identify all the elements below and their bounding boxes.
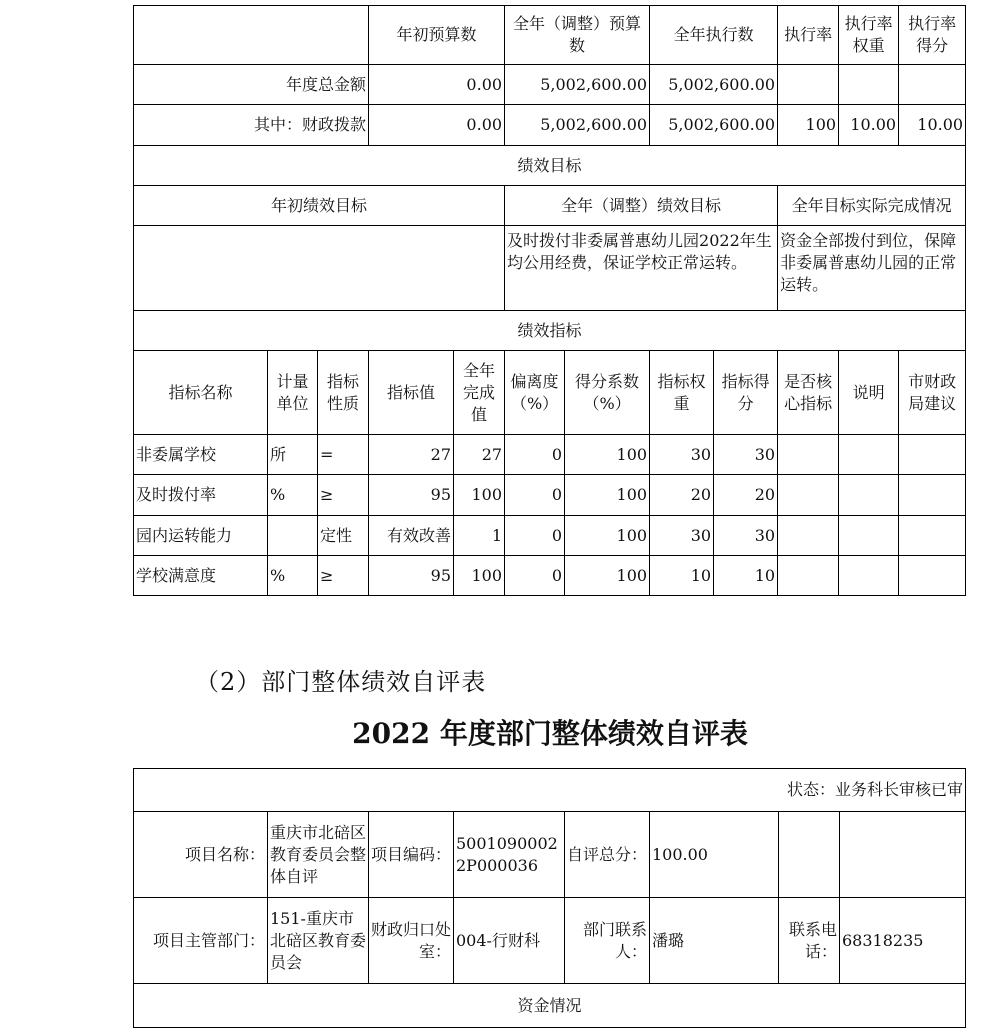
project-code-label: 项目编码： xyxy=(369,812,454,898)
ind-core xyxy=(778,435,839,475)
ind-weight: 20 xyxy=(650,475,714,516)
empty-cell xyxy=(840,812,966,898)
document-title: 2022 年度部门整体绩效自评表 xyxy=(352,717,748,750)
header-executed: 全年执行数 xyxy=(650,6,778,65)
ind-weight: 10 xyxy=(650,556,714,596)
cell-weight xyxy=(839,65,899,105)
ind-unit: % xyxy=(268,556,318,596)
self-score-label: 自评总分： xyxy=(565,812,650,898)
ind-score: 20 xyxy=(714,475,778,516)
ind-core xyxy=(778,556,839,596)
ind-nature: 定性 xyxy=(318,516,369,556)
ind-score: 30 xyxy=(714,435,778,475)
ind-coef: 100 xyxy=(565,556,650,596)
ind-header-unit: 计量单位 xyxy=(268,351,318,435)
ind-header-name: 指标名称 xyxy=(134,351,268,435)
empty-cell xyxy=(779,812,840,898)
table-row xyxy=(134,516,966,556)
cell-executed: 5,002,600.00 xyxy=(650,65,778,105)
ind-deviation: 0 xyxy=(505,516,565,556)
header-rate-score: 执行率得分 xyxy=(899,6,966,65)
ind-name: 学校满意度 xyxy=(134,556,268,596)
self-score-value: 100.00 xyxy=(650,812,779,898)
ind-actual: 100 xyxy=(454,556,505,596)
row-label: 其中：财政拨款 xyxy=(134,105,369,146)
cell-adjusted: 5,002,600.00 xyxy=(505,105,650,146)
finance-office-label: 财政归口处室： xyxy=(369,898,454,984)
ind-core xyxy=(778,475,839,516)
ind-advice xyxy=(899,516,966,556)
ind-advice xyxy=(899,435,966,475)
ind-actual: 1 xyxy=(454,516,505,556)
ind-target: 95 xyxy=(369,556,454,596)
dept-value: 151-重庆市北碚区教育委员会 xyxy=(268,898,369,984)
ind-header-score: 指标得分 xyxy=(714,351,778,435)
finance-office-value: 004-行财科 xyxy=(454,898,565,984)
ind-header-nature: 指标性质 xyxy=(318,351,369,435)
goals-initial-header: 年初绩效目标 xyxy=(134,186,505,226)
ind-note xyxy=(839,435,899,475)
cell-score xyxy=(899,65,966,105)
cell-rate: 100 xyxy=(778,105,839,146)
ind-header-core: 是否核心指标 xyxy=(778,351,839,435)
ind-deviation: 0 xyxy=(505,556,565,596)
ind-name: 及时拨付率 xyxy=(134,475,268,516)
ind-header-target: 指标值 xyxy=(369,351,454,435)
cell-weight: 10.00 xyxy=(839,105,899,146)
header-initial-budget: 年初预算数 xyxy=(369,6,505,65)
goals-initial-text xyxy=(134,226,505,311)
indicators-section-title: 绩效指标 xyxy=(134,311,966,351)
cell-rate xyxy=(778,65,839,105)
header-rate-weight: 执行率权重 xyxy=(839,6,899,65)
row-label: 年度总金额 xyxy=(134,65,369,105)
ind-target: 27 xyxy=(369,435,454,475)
ind-deviation: 0 xyxy=(505,435,565,475)
cell-executed: 5,002,600.00 xyxy=(650,105,778,146)
section-heading: （2）部门整体绩效自评表 xyxy=(195,668,487,696)
ind-weight: 30 xyxy=(650,516,714,556)
cell-initial: 0.00 xyxy=(369,65,505,105)
ind-deviation: 0 xyxy=(505,475,565,516)
phone-value: 68318235 xyxy=(840,898,966,984)
table-row xyxy=(134,475,966,516)
ind-header-advice: 市财政局建议 xyxy=(899,351,966,435)
table-row xyxy=(134,435,966,475)
ind-nature: = xyxy=(318,435,369,475)
ind-coef: 100 xyxy=(565,516,650,556)
ind-actual: 100 xyxy=(454,475,505,516)
ind-target: 有效改善 xyxy=(369,516,454,556)
ind-weight: 30 xyxy=(650,435,714,475)
ind-actual: 27 xyxy=(454,435,505,475)
table-row xyxy=(134,65,966,105)
table-row xyxy=(134,556,966,596)
dept-label: 项目主管部门： xyxy=(134,898,268,984)
ind-nature: ≥ xyxy=(318,556,369,596)
ind-target: 95 xyxy=(369,475,454,516)
ind-score: 10 xyxy=(714,556,778,596)
performance-table xyxy=(133,5,966,596)
ind-unit: 所 xyxy=(268,435,318,475)
ind-header-coef: 得分系数（%） xyxy=(565,351,650,435)
ind-advice xyxy=(899,475,966,516)
ind-header-actual: 全年完成值 xyxy=(454,351,505,435)
ind-coef: 100 xyxy=(565,475,650,516)
self-evaluation-form xyxy=(133,768,966,1028)
phone-label: 联系电话： xyxy=(779,898,840,984)
goals-adjusted-text: 及时拨付非委属普惠幼儿园2022年生均公用经费，保证学校正常运转。 xyxy=(505,226,778,311)
header-adjusted-budget: 全年（调整）预算数 xyxy=(505,6,650,65)
funds-section-title: 资金情况 xyxy=(134,984,966,1028)
project-name-label: 项目名称： xyxy=(134,812,268,898)
project-name-value: 重庆市北碚区教育委员会整体自评 xyxy=(268,812,369,898)
ind-header-weight: 指标权重 xyxy=(650,351,714,435)
contact-label: 部门联系人： xyxy=(565,898,650,984)
header-rate: 执行率 xyxy=(778,6,839,65)
table-row xyxy=(134,105,966,146)
ind-nature: ≥ xyxy=(318,475,369,516)
status-text: 状态：业务科长审核已审 xyxy=(134,769,966,812)
cell-initial: 0.00 xyxy=(369,105,505,146)
contact-value: 潘璐 xyxy=(650,898,779,984)
ind-note xyxy=(839,475,899,516)
ind-advice xyxy=(899,556,966,596)
corner-cell xyxy=(134,6,369,65)
ind-header-deviation: 偏离度（%） xyxy=(505,351,565,435)
cell-adjusted: 5,002,600.00 xyxy=(505,65,650,105)
goals-section-title: 绩效目标 xyxy=(134,146,966,186)
ind-header-note: 说明 xyxy=(839,351,899,435)
goals-actual-text: 资金全部拨付到位，保障非委属普惠幼儿园的正常运转。 xyxy=(778,226,966,311)
ind-name: 非委属学校 xyxy=(134,435,268,475)
ind-note xyxy=(839,556,899,596)
ind-coef: 100 xyxy=(565,435,650,475)
ind-unit xyxy=(268,516,318,556)
ind-name: 园内运转能力 xyxy=(134,516,268,556)
goals-actual-header: 全年目标实际完成情况 xyxy=(778,186,966,226)
project-code-value: 50010900022P000036 xyxy=(454,812,565,898)
ind-note xyxy=(839,516,899,556)
cell-score: 10.00 xyxy=(899,105,966,146)
ind-core xyxy=(778,516,839,556)
ind-unit: % xyxy=(268,475,318,516)
goals-adjusted-header: 全年（调整）绩效目标 xyxy=(505,186,778,226)
ind-score: 30 xyxy=(714,516,778,556)
